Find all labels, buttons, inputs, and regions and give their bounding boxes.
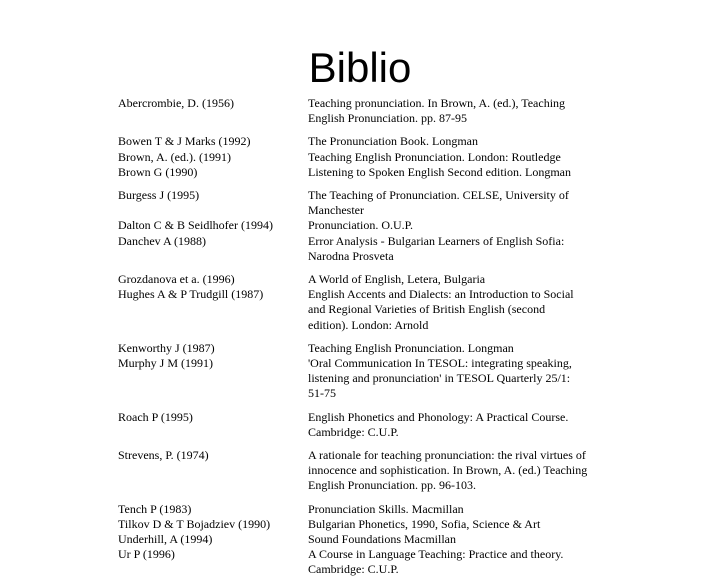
bibliography-entry [118,502,588,517]
bibliography-details: Listening to Spoken English Second edition. Longman [308,164,571,179]
bibliography-entry [118,547,588,577]
bibliography-entry [118,165,588,180]
bibliography-entry [118,341,588,356]
bibliography-details: English Accents and Dialects: an Introduction to Social and Regional Varieties of British English (second edition). London: Arnold [308,287,574,332]
bibliography-details: Sound Foundations Macmillan [308,532,456,547]
bibliography-entry [118,410,588,440]
bibliography-author: Tilkov D & T Bojadziev (1990) [118,516,271,531]
bibliography-details: Error Analysis - Bulgarian Learners of English Sofia: Narodna Prosveta [308,233,565,263]
bibliography-author: Underhill, A (1994) [118,532,213,547]
bibliography-details: The Pronunciation Book. Longman [308,134,478,149]
bibliography-entry [118,287,588,333]
bibliography-details: Bulgarian Phonetics, 1990, Sofia, Science & Art [308,516,541,531]
bibliography-details: A Course in Language Teaching: Practice and theory. Cambridge: C.U.P. [308,547,564,577]
bibliography-details: English Phonetics and Phonology: A Practical Course. Cambridge: C.U.P. [308,409,569,439]
bibliography-entry [118,96,588,126]
bibliography-author: Tench P (1983) [118,501,192,516]
bibliography-details: A World of English, Letera, Bulgaria [308,272,486,287]
bibliography-details: The Teaching of Pronunciation. CELSE, University of Manchester [308,188,569,218]
bibliography-author: Murphy J M (1991) [118,356,213,371]
bibliography-author: Hughes A & P Trudgill (1987) [118,287,264,302]
bibliography-author: Burgess J (1995) [118,188,200,203]
bibliography-author: Brown G (1990) [118,164,198,179]
bibliography-author: Brown, A. (ed.). (1991) [118,149,231,164]
bibliography-entry [118,134,588,149]
bibliography-author: Bowen T & J Marks (1992) [118,134,251,149]
bibliography-entry [118,234,588,264]
bibliography-author: Dalton C & B Seidlhofer (1994) [118,218,273,233]
bibliography-entry [118,218,588,233]
bibliography-entry [118,448,588,494]
slide-title: Biblio [308,44,412,91]
bibliography-entry [118,188,588,218]
bibliography-details: 'Oral Communication In TESOL: integrating speaking, listening and pronunciation' in TESOL Quarterly 25/1: 51-75 [308,356,572,401]
bibliography-details: Teaching English Pronunciation. Longman [308,340,514,355]
bibliography-author: Roach P (1995) [118,409,193,424]
bibliography-entry [118,356,588,402]
bibliography-author: Strevens, P. (1974) [118,448,209,463]
bibliography-entry [118,150,588,165]
bibliography-author: Grozdanova et a. (1996) [118,272,235,287]
bibliography-author: Danchev A (1988) [118,233,206,248]
bibliography-entry [118,272,588,287]
bibliography-details: Teaching English Pronunciation. London: Routledge [308,149,561,164]
bibliography-list [118,96,588,578]
bibliography-author: Ur P (1996) [118,547,175,562]
bibliography-author: Abercrombie, D. (1956) [118,96,234,110]
bibliography-entry [118,517,588,532]
bibliography-details: A rationale for teaching pronunciation: the rival virtues of innocence and sophistication. In Brown, A. (ed.) Teaching English Pronunciation. pp. 96-103. [308,448,588,493]
bibliography-details: Pronunciation. O.U.P. [308,218,413,233]
bibliography-author: Kenworthy J (1987) [118,340,215,355]
bibliography-details: Teaching pronunciation. In Brown, A. (ed.), Teaching English Pronunciation. pp. 87-95 [308,96,566,126]
bibliography-details: Pronunciation Skills. Macmillan [308,501,464,516]
